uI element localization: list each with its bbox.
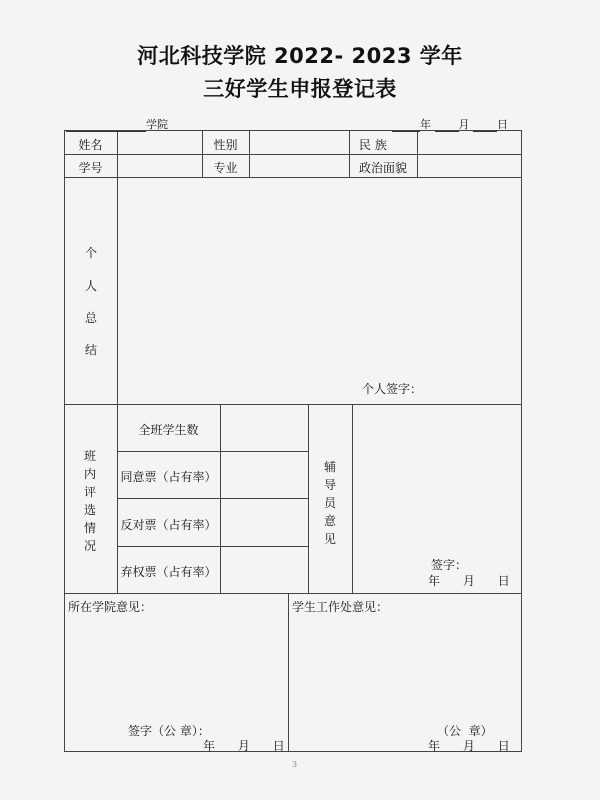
page-number: 3 (292, 760, 298, 769)
student-affairs-opinion-label: 学生工作处意见： (292, 600, 389, 614)
oppose-votes-input[interactable] (223, 502, 306, 542)
student-id-label: 学号 (78, 161, 103, 175)
political-status-input[interactable] (420, 157, 518, 175)
personal-summary-char: 结 (84, 343, 97, 357)
class-eval-char: 班 (83, 449, 96, 463)
ethnicity-label: 民 族 (359, 138, 387, 152)
political-status-label: 政治面貌 (359, 161, 408, 175)
year-label: 年 (420, 118, 431, 131)
college-opinion-label: 所在学院意见： (68, 600, 153, 614)
college-date: 年 月 日 (203, 739, 285, 753)
col-line (288, 593, 289, 752)
major-label: 专业 (213, 161, 238, 175)
counselor-date: 年 月 日 (428, 574, 510, 588)
personal-summary-char: 总 (84, 311, 97, 325)
gender-input[interactable] (252, 134, 347, 152)
personal-summary-char: 个 (84, 246, 97, 260)
counselor-opinion-char: 导 (323, 478, 336, 492)
student-affairs-seal: （公 章） (437, 724, 493, 738)
class-eval-char: 评 (83, 485, 96, 499)
col-line (249, 130, 250, 177)
row-line (117, 498, 308, 499)
agree-votes-label: 同意票（占有率） (120, 470, 217, 484)
col-line (308, 404, 309, 593)
student-affairs-opinion-input[interactable] (292, 615, 518, 715)
college-opinion-input[interactable] (68, 615, 284, 715)
total-students-label: 全班学生数 (138, 423, 199, 437)
row-line (64, 593, 522, 594)
total-students-input[interactable] (223, 408, 306, 448)
col-line (220, 404, 221, 593)
counselor-opinion-char: 意 (323, 514, 336, 528)
student-affairs-date: 年 月 日 (428, 739, 510, 753)
row-line (117, 546, 308, 547)
agree-votes-input[interactable] (223, 455, 306, 495)
counselor-opinion-char: 辅 (323, 460, 336, 474)
class-eval-char: 内 (83, 467, 96, 481)
class-eval-char: 选 (83, 503, 96, 517)
counselor-opinion-char: 员 (323, 496, 336, 510)
name-input[interactable] (120, 134, 200, 152)
personal-summary-input[interactable] (120, 181, 518, 376)
abstain-votes-input[interactable] (223, 550, 306, 590)
personal-signature-label: 个人签字： (362, 382, 423, 396)
name-label: 姓名 (78, 138, 103, 152)
counselor-opinion-input[interactable] (356, 408, 518, 553)
ethnicity-input[interactable] (420, 134, 518, 152)
gender-label: 性别 (213, 138, 238, 152)
counselor-signature-label: 签字： (431, 558, 468, 572)
college-seal-signature: 签字（公 章）： (128, 724, 210, 738)
col-line (417, 130, 418, 177)
oppose-votes-label: 反对票（占有率） (120, 518, 217, 532)
class-eval-char: 情 (83, 521, 96, 535)
row-line (117, 451, 308, 452)
student-id-input[interactable] (120, 157, 200, 175)
row-line (64, 154, 522, 155)
counselor-opinion-char: 见 (323, 532, 336, 546)
college-suffix: 学院 (146, 118, 168, 131)
form-title-line1: 河北科技学院 2022- 2023 学年 (137, 44, 463, 68)
row-line (64, 404, 522, 405)
col-line (349, 130, 350, 177)
major-input[interactable] (252, 157, 347, 175)
day-label: 日 (497, 118, 508, 131)
form-title-line2: 三好学生申报登记表 (203, 77, 397, 101)
row-line (64, 177, 522, 178)
month-label: 月 (458, 118, 470, 131)
class-eval-char: 况 (83, 539, 96, 553)
col-line (352, 404, 353, 593)
abstain-votes-label: 弃权票（占有率） (120, 565, 217, 579)
personal-summary-char: 人 (84, 279, 97, 293)
